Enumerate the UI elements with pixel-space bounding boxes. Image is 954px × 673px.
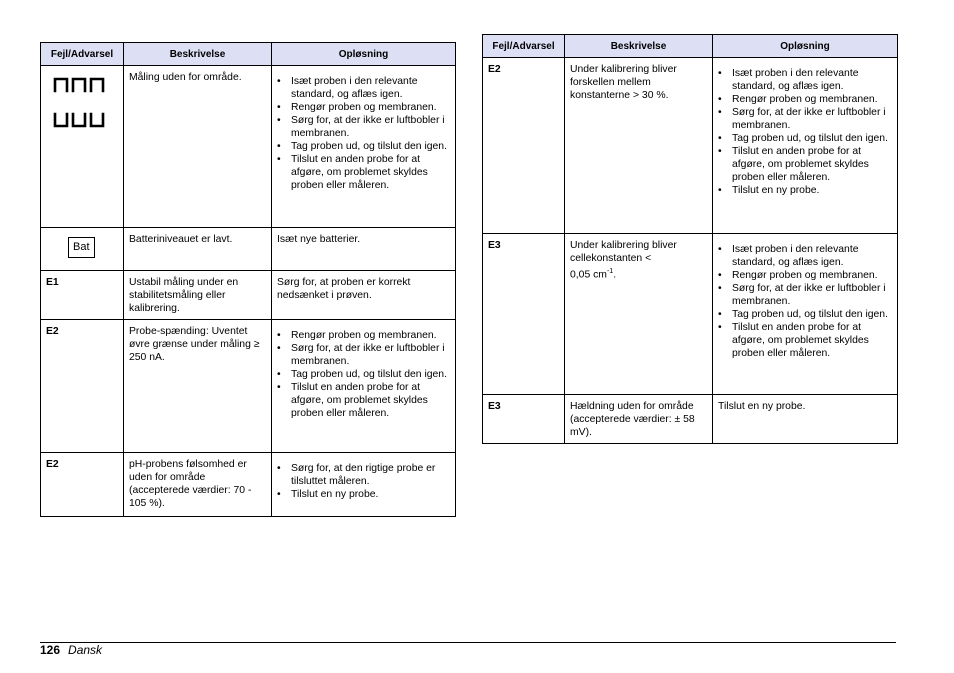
description-cell: Hældning uden for område (accepterede værdier: ± 58 mV). [565,395,713,444]
list-item: • Tag proben ud, og tilslut den igen. [717,132,893,145]
description-cell: Under kalibrering bliver forskellen mellem konstanterne > 30 %. [565,58,713,234]
code-cell: E3 [483,234,565,395]
table-row [41,271,456,320]
code-cell [41,66,124,228]
left-error-table [40,42,456,517]
code-cell: E2 [41,320,124,453]
description-value: 0,05 cm [570,269,607,281]
solution-cell [272,320,456,453]
list-item: • Tag proben ud, og tilslut den igen. [276,140,451,153]
list-item: • Sørg for, at der ikke er luftbobler i membranen. [717,282,893,308]
list-item: • Isæt proben i den relevante standard, og aflæs igen. [276,75,451,101]
solution-list [272,320,455,428]
list-item: • Tag proben ud, og tilslut den igen. [276,368,451,381]
header-description: Beskrivelse [565,35,713,58]
solution-cell [713,58,898,234]
table-row [41,228,456,271]
list-item: • Isæt proben i den relevante standard, og aflæs igen. [717,243,893,269]
table-row [483,58,898,234]
table-row [483,395,898,444]
solution-list [272,453,455,509]
solution-cell: Tilslut en ny probe. [713,395,898,444]
list-item: • Isæt proben i den relevante standard, og aflæs igen. [717,67,893,93]
list-item: • Tilslut en anden probe for at afgøre, om problemet skyldes proben eller måleren. [717,145,893,184]
list-item: • Tilslut en anden probe for at afgøre, om problemet skyldes proben eller måleren. [717,321,893,360]
list-item: • Sørg for, at den rigtige probe er tilsluttet måleren. [276,462,451,488]
list-item: • Rengør proben og membranen. [276,329,451,342]
seven-segment-overrange-icon [41,66,111,141]
description-cell: pH-probens følsomhed er uden for område (accepterede værdier: 70 - 105 %). [124,453,272,517]
list-item: • Tilslut en ny probe. [276,488,451,501]
footer-rule [40,642,896,643]
list-item: • Rengør proben og membranen. [717,93,893,106]
header-solution: Opløsning [713,35,898,58]
table-row [41,453,456,517]
header-solution: Opløsning [272,43,456,66]
table-header-row [41,43,456,66]
description-superscript: -1 [606,268,614,275]
solution-cell [713,234,898,395]
page-number: 126 [40,643,61,657]
description-cell: Probe-spænding: Uventet øvre grænse under måling ≥ 250 nA. [124,320,272,453]
solution-cell: Sørg for, at proben er korrekt nedsænket i prøven. [272,271,456,320]
list-item: • Tilslut en ny probe. [717,184,893,197]
list-item: • Sørg for, at der ikke er luftbobler i membranen. [717,106,893,132]
list-item: • Tilslut en anden probe for at afgøre, om problemet skyldes proben eller måleren. [276,381,451,420]
table-row [41,66,456,228]
battery-icon: Bat [68,237,95,258]
footer-language: Dansk [68,643,103,657]
list-item: • Rengør proben og membranen. [276,101,451,114]
list-item: • Sørg for, at der ikke er luftbobler i membranen. [276,114,451,140]
page-footer [40,643,102,657]
solution-list [713,234,897,368]
header-description: Beskrivelse [124,43,272,66]
description-cell: Måling uden for område. [124,66,272,228]
list-item: • Tilslut en anden probe for at afgøre, om problemet skyldes proben eller måleren. [276,153,451,192]
solution-cell: Isæt nye batterier. [272,228,456,271]
table-row [483,234,898,395]
list-item: • Tag proben ud, og tilslut den igen. [717,308,893,321]
code-cell: E2 [483,58,565,234]
code-cell: E1 [41,271,124,320]
description-cell [565,234,713,395]
list-item: • Rengør proben og membranen. [717,269,893,282]
description-cell: Ustabil måling under en stabilitetsmåling eller kalibrering. [124,271,272,320]
description-end: . [613,269,617,281]
table-row [41,320,456,453]
table-header-row [483,35,898,58]
description-text: Under kalibrering bliver cellekonstanten < [570,240,677,264]
right-error-table [482,34,898,444]
solution-list [713,58,897,205]
list-item: • Sørg for, at der ikke er luftbobler i membranen. [276,342,451,368]
description-cell: Batteriniveauet er lavt. [124,228,272,271]
code-cell: E2 [41,453,124,517]
solution-cell [272,453,456,517]
solution-cell [272,66,456,228]
code-cell [41,228,124,271]
header-code: Fejl/Advarsel [41,43,124,66]
code-cell: E3 [483,395,565,444]
solution-list [272,66,455,200]
header-code: Fejl/Advarsel [483,35,565,58]
